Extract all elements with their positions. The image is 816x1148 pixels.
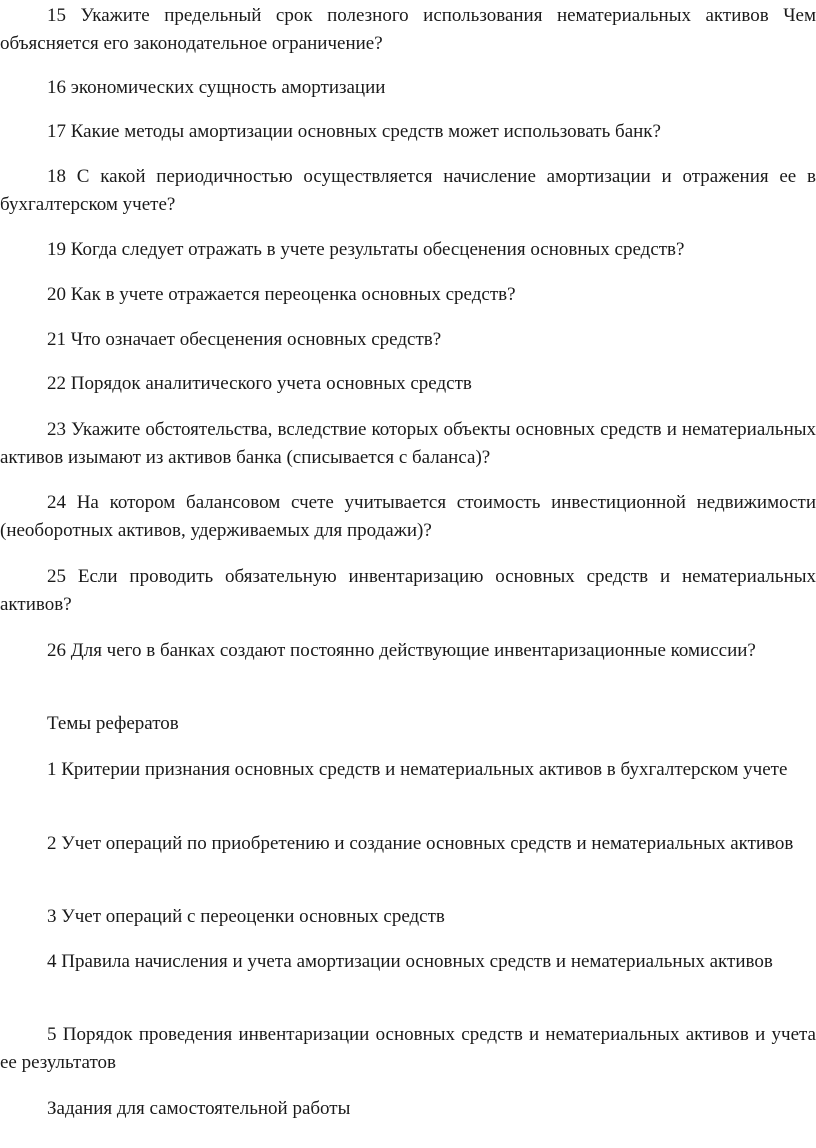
question-21: 21 Что означает обесценения основных средств?	[47, 329, 442, 350]
essay-topic-5: 5 Порядок проведения инвентаризации основных средств и нематериальных активов и учета ее результатов	[0, 1024, 816, 1073]
question-16: 16 экономических сущность амортизации	[47, 77, 386, 98]
question-23: 23 Укажите обстоятельства, вследствие которых объекты основных средств и нематериальных активов изымают из активов банка (списывается с баланса)?	[0, 419, 816, 468]
question-20: 20 Как в учете отражается переоценка основных средств?	[47, 284, 516, 305]
section-heading-independent-work: Задания для самостоятельной работы	[47, 1098, 351, 1119]
essay-topic-4: 4 Правила начисления и учета амортизации основных средств и нематериальных активов	[47, 951, 773, 972]
essay-topic-1: 1 Критерии признания основных средств и нематериальных активов в бухгалтерском учете	[47, 759, 788, 780]
question-25: 25 Если проводить обязательную инвентаризацию основных средств и нематериальных активов?	[0, 566, 816, 615]
question-26: 26 Для чего в банках создают постоянно действующие инвентаризационные комиссии?	[47, 640, 756, 661]
question-24: 24 На котором балансовом счете учитывается стоимость инвестиционной недвижимости (необоротных активов, удерживаемых для продажи)?	[0, 492, 816, 541]
question-19: 19 Когда следует отражать в учете результаты обесценения основных средств?	[47, 239, 685, 260]
essay-topic-2: 2 Учет операций по приобретению и создание основных средств и нематериальных активов	[47, 833, 794, 854]
essay-topic-3: 3 Учет операций с переоценки основных средств	[47, 906, 445, 927]
question-18: 18 С какой периодичностью осуществляется начисление амортизации и отражения ее в бухгалтерском учете?	[0, 166, 816, 215]
section-heading-essay-topics: Темы рефератов	[47, 713, 179, 734]
question-15: 15 Укажите предельный срок полезного использования нематериальных активов Чем объясняется его законодательное ограничение?	[0, 5, 816, 54]
question-22: 22 Порядок аналитического учета основных средств	[47, 373, 472, 394]
question-17: 17 Какие методы амортизации основных средств может использовать банк?	[47, 121, 661, 142]
